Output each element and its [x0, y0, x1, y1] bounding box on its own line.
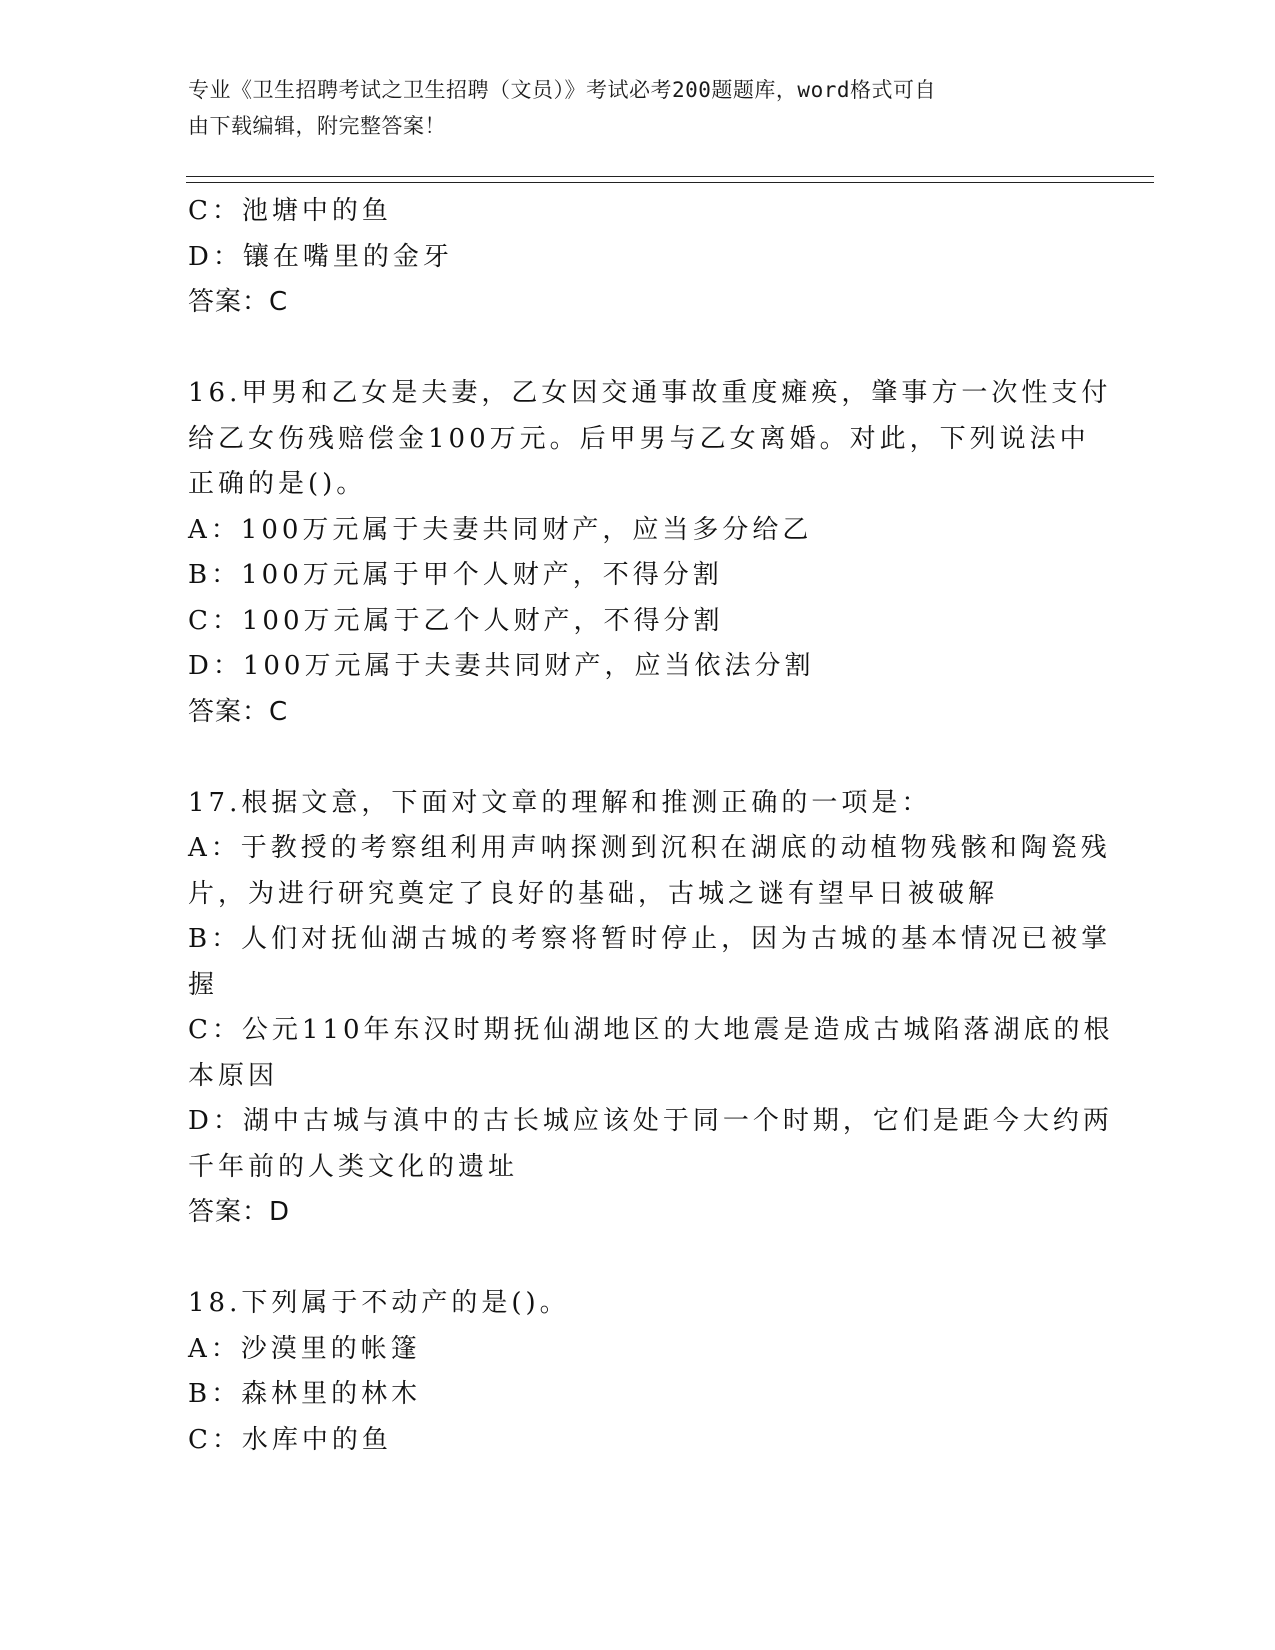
header-line-2: 由下载编辑，附完整答案！ — [188, 114, 446, 138]
option-a-line-1: A：于教授的考察组利用声呐探测到沉积在湖底的动植物残骸和陶瓷残 — [188, 833, 1111, 863]
option-a: A：100万元属于夫妻共同财产，应当多分给乙 — [188, 514, 813, 545]
option-b-line-2: 握 — [188, 969, 219, 1000]
option-d: D：镶在嘴里的金牙 — [188, 241, 453, 272]
option-c: C：水库中的鱼 — [188, 1424, 392, 1455]
answer: 答案：C — [188, 696, 289, 727]
spacer — [188, 735, 1088, 781]
previous-question-tail — [188, 189, 1088, 326]
question-stem-line: 16.甲男和乙女是夫妻，乙女因交通事故重度瘫痪，肇事方一次性支付 — [188, 378, 1112, 408]
option-c: C：池塘中的鱼 — [188, 196, 392, 226]
spacer — [188, 326, 1088, 372]
option-a: A：沙漠里的帐篷 — [188, 1333, 421, 1364]
option-d-line-2: 千年前的人类文化的遗址 — [188, 1151, 519, 1182]
question-stem-line: 正确的是()。 — [188, 469, 367, 499]
question-16 — [188, 371, 1112, 735]
question-content — [188, 189, 1114, 1463]
question-17 — [188, 781, 1114, 1236]
page-header — [188, 72, 1088, 144]
question-stem: 18.下列属于不动产的是()。 — [188, 1288, 570, 1318]
option-a-line-2: 片，为进行研究奠定了良好的基础，古城之谜有望早日被破解 — [188, 878, 999, 909]
question-18 — [188, 1281, 1088, 1463]
option-c-line-1: C：公元110年东汉时期抚仙湖地区的大地震是造成古城陷落湖底的根 — [188, 1015, 1114, 1045]
header-line-1: 专业《卫生招聘考试之卫生招聘（文员）》考试必考200题题库，word格式可自 — [188, 78, 936, 102]
option-b: B：森林里的林木 — [188, 1379, 422, 1409]
header-rule-top — [186, 176, 1154, 177]
header-rule-bottom — [186, 182, 1154, 183]
option-b: B：100万元属于甲个人财产，不得分割 — [188, 560, 723, 590]
option-b-line-1: B：人们对抚仙湖古城的考察将暂时停止，因为古城的基本情况已被掌 — [188, 924, 1112, 954]
question-stem: 17.根据文意，下面对文章的理解和推测正确的一项是： — [188, 787, 932, 818]
option-d: D：100万元属于夫妻共同财产，应当依法分割 — [188, 651, 815, 681]
spacer — [188, 1236, 1088, 1282]
answer: 答案：D — [188, 1197, 291, 1227]
option-d-line-1: D：湖中古城与滇中的古长城应该处于同一个时期，它们是距今大约两 — [188, 1106, 1113, 1136]
question-stem-line: 给乙女伤残赔偿金100万元。后甲男与乙女离婚。对此，下列说法中 — [188, 423, 1090, 454]
option-c-line-2: 本原因 — [188, 1060, 279, 1091]
answer: 答案：C — [188, 287, 289, 317]
option-c: C：100万元属于乙个人财产，不得分割 — [188, 605, 724, 636]
